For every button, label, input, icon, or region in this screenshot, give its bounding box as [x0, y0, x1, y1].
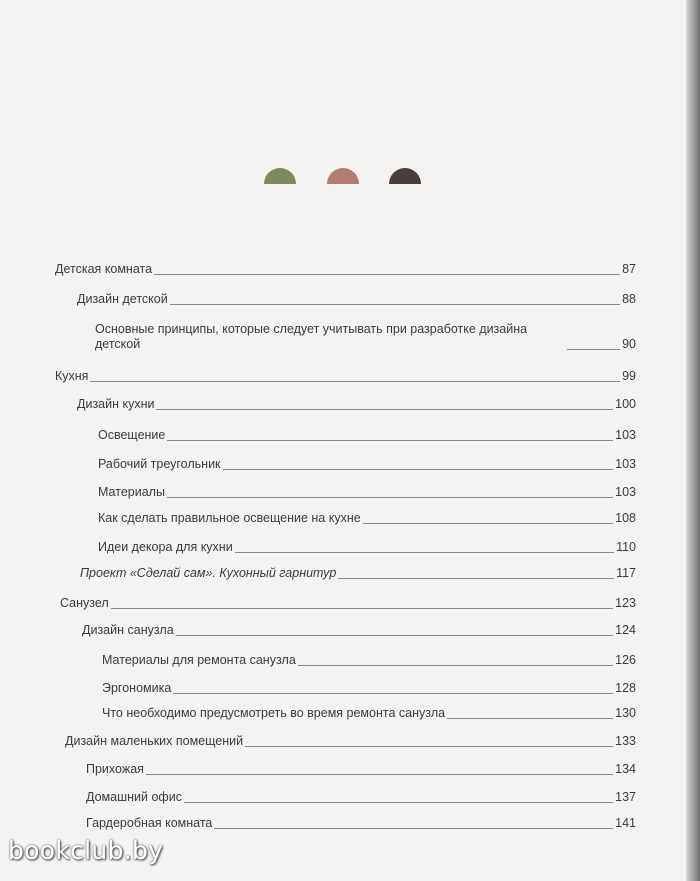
toc-entry-title: Освещение	[98, 428, 166, 442]
dot-leader	[154, 274, 620, 275]
toc-entry-title: Как сделать правильное освещение на кухне	[98, 511, 361, 525]
dot-leader	[167, 497, 613, 498]
dot-leader	[156, 409, 613, 410]
dot-leader	[111, 608, 613, 609]
toc-entry-page: 100	[615, 397, 636, 411]
toc-entry-title: Идеи декора для кухни	[98, 540, 233, 554]
toc-entry[interactable]	[82, 623, 636, 638]
toc-entry[interactable]	[98, 457, 636, 472]
book-spine-shadow	[686, 0, 700, 881]
toc-entry-page: 124	[615, 623, 636, 637]
toc-entry-title: Основные принципы, которые следует учитывать при разработке дизайна детской	[95, 322, 528, 351]
toc-entry-page: 87	[622, 262, 636, 276]
toc-entry[interactable]	[102, 653, 636, 668]
toc-entry-page: 123	[615, 596, 636, 610]
toc-entry[interactable]	[55, 262, 636, 277]
dot-leader	[170, 304, 620, 305]
toc-entry-title: Что необходимо предусмотреть во время ремонта санузла	[102, 706, 446, 720]
dot-leader	[338, 578, 614, 579]
toc-entry[interactable]	[86, 790, 636, 805]
toc-entry-title: Дизайн детской	[77, 292, 168, 306]
dot-leader	[167, 440, 613, 441]
dot-leader	[245, 746, 613, 747]
toc-entry[interactable]	[80, 566, 636, 581]
toc-entry-page: 110	[616, 540, 636, 554]
toc-entry-page: 108	[615, 511, 636, 525]
dot-leader	[298, 665, 613, 666]
toc-entry-page: 90	[622, 337, 636, 351]
decorative-dots	[0, 168, 700, 192]
toc-entry-title: Дизайн санузла	[82, 623, 174, 637]
dot-leader	[176, 635, 613, 636]
toc-entry-title: Материалы	[98, 485, 165, 499]
dark-semicircle-icon	[389, 168, 421, 184]
toc-entry-page: 117	[616, 566, 636, 580]
toc-entry[interactable]	[55, 369, 636, 384]
toc-entry[interactable]	[98, 428, 636, 443]
toc-entry-page: 128	[615, 681, 636, 695]
toc-entry[interactable]	[86, 816, 636, 831]
toc-entry[interactable]	[77, 292, 636, 307]
dot-leader	[146, 774, 613, 775]
toc-entry[interactable]	[65, 734, 636, 749]
toc-entry[interactable]	[98, 511, 636, 526]
green-semicircle-icon	[264, 168, 296, 184]
toc-entry[interactable]	[95, 322, 636, 352]
toc-entry-title: Прихожая	[86, 762, 144, 776]
toc-entry[interactable]	[86, 762, 636, 777]
toc-entry-page: 126	[615, 653, 636, 667]
toc-entry-title: Дизайн кухни	[77, 397, 155, 411]
toc-entry-page: 133	[615, 734, 636, 748]
toc-entry-page: 88	[622, 292, 636, 306]
toc-entry-page: 99	[622, 369, 636, 383]
dot-leader	[223, 469, 614, 470]
toc-entry-page: 130	[615, 706, 636, 720]
dot-leader	[184, 802, 613, 803]
toc-entry[interactable]	[102, 706, 636, 721]
dot-leader	[235, 552, 614, 553]
toc-entry[interactable]	[102, 681, 636, 696]
toc-entry-page: 134	[615, 762, 636, 776]
dot-leader	[90, 381, 620, 382]
pink-semicircle-icon	[327, 168, 359, 184]
toc-entry-title: Дизайн маленьких помещений	[65, 734, 244, 748]
toc-entry-page: 103	[615, 485, 636, 499]
toc-entry[interactable]	[77, 397, 636, 412]
toc-entry-title: Гардеробная комната	[86, 816, 213, 830]
toc-entry-title: Рабочий треугольник	[98, 457, 221, 471]
toc-entry-title: Кухня	[55, 369, 89, 383]
dot-leader	[447, 718, 613, 719]
toc-entry-page: 141	[615, 816, 636, 830]
toc-entry-title: Санузел	[60, 596, 109, 610]
toc-entry-title: Домашний офис	[86, 790, 182, 804]
dot-leader	[214, 828, 613, 829]
toc-entry-title: Эргономика	[102, 681, 172, 695]
toc-entry-page: 137	[615, 790, 636, 804]
dot-leader	[567, 349, 620, 350]
toc-entry-page: 103	[615, 428, 636, 442]
toc-entry-title: Проект «Сделай сам». Кухонный гарнитур	[80, 566, 337, 580]
toc-entry-page: 103	[615, 457, 636, 471]
toc-entry-title: Детская комната	[55, 262, 153, 276]
dot-leader	[173, 693, 613, 694]
site-watermark: bookclub.by	[8, 836, 164, 865]
toc-entry[interactable]	[98, 540, 636, 555]
toc-entry[interactable]	[60, 596, 636, 611]
toc-entry[interactable]	[98, 485, 636, 500]
dot-leader	[363, 523, 613, 524]
toc-entry-title: Материалы для ремонта санузла	[102, 653, 296, 667]
